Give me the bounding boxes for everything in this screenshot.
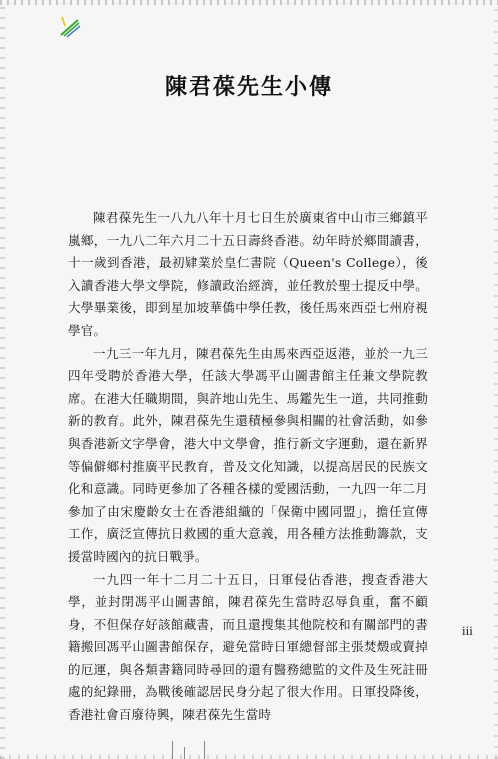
scan-edge-right: [494, 0, 498, 759]
scan-edge-left: [0, 0, 5, 759]
paragraph-1: 陳君葆先生一八九八年十月七日生於廣東省中山市三鄉鎮平嵐鄉，一九八二年六月二十五日壽終香港。幼年時於鄉間讀書，十一歲到香港，最初肄業於皇仁書院（Queen's College），後入讀香港大學文學院，修讀政治經濟，並任教於聖士提反中學。大學畢業後，即到星加坡華僑中學任教，後任馬來西亞七州府視學官。: [68, 210, 428, 338]
scan-edge-top: [0, 0, 498, 5]
paragraph-3: 一九四一年十二月二十五日，日軍侵佔香港，搜查香港大學，並封閉馮平山圖書館，陳君葆先生當時忍辱負重，奮不顧身，不但保存好該館藏書，而且還搜集其他院校和有關部門的書籍搬回馮平山圖書館保存，避免當時日軍總督部主張焚燬或賣掉的厄運，與各類書籍同時尋回的還有醫務總監的文件及生死註冊處的紀錄冊，為戰後確認居民身分起了很大作用。日軍投降後，香港社會百廢待興，陳君葆先生當時: [68, 571, 428, 723]
publisher-logo-icon: [56, 14, 82, 38]
scan-edge-bottom: [0, 755, 498, 759]
scan-binding-marks: [170, 741, 230, 759]
paragraph-2: 一九三一年九月，陳君葆先生由馬來西亞返港，並於一九三四年受聘於香港大學，任該大學馮平山圖書館主任兼文學院教席。在港大任職期間，與許地山先生、馬鑑先生一道，共同推動新的教育。此外，陳君葆先生還積極參與相關的社會活動，如參與香港新文字學會，港大中文學會，推行新文字運動，還在新界等偏僻鄉村推廣平民教育，普及文化知識，以提高居民的民族文化和意識。同時更參加了各種各樣的愛國活動，一九四一年二月參加了由宋慶齡女士在香港組織的「保衛中國同盟」，擔任宣傳工作，廣泛宣傳抗日救國的重大意義，用各種方法推動籌款，支援當時國內的抗日戰爭。: [68, 345, 428, 564]
page-number: iii: [462, 623, 473, 638]
page-title: 陳君葆先生小傳: [164, 75, 333, 100]
logo-stroke-yellow: [62, 17, 65, 26]
biography-body: [68, 207, 428, 727]
